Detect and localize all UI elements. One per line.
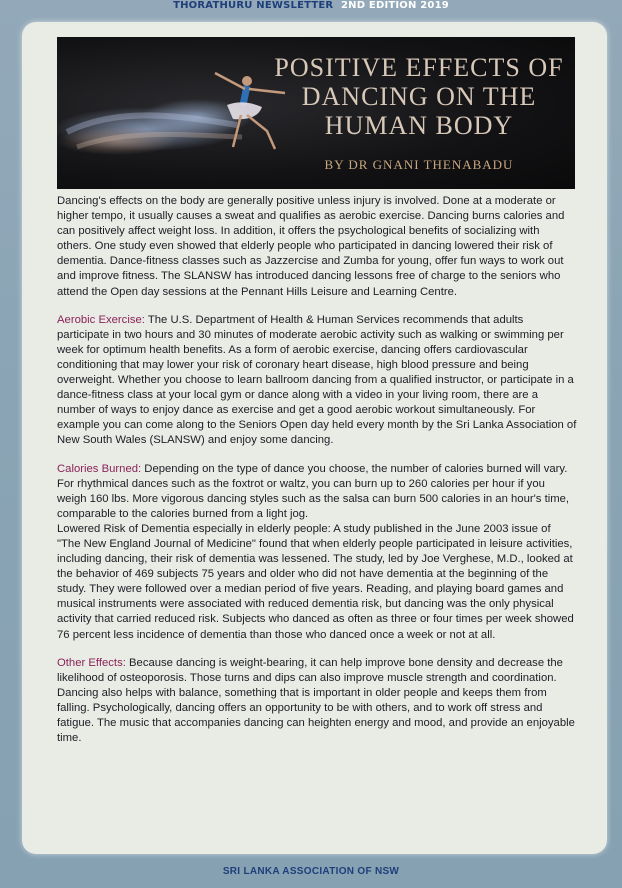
intro-text: Dancing's effects on the body are generally positive unless injury is involved. Done at a moderate or higher tempo, it usually causes a sweat and qualifies as aerobic exercise. Dancing burns calories and can positively affect weight loss. In addition, it offers the psychological benefits of socializing with others. One study even showed that elderly people who participated in dancing lowered their risk of dementia. Dance-fitness classes such as Jazzercise and Zumba for young, offer fun ways to work out and improve fitness. The SLANSW has introduced dancing lessons free of charge to the seniors who attend the Open day sessions at the Pennant Hills Leisure and Learning Centre. [57,195,565,298]
footer-organization: SRI LANKA ASSOCIATION OF NSW [222,866,400,877]
aerobic-text: The U.S. Department of Health & Human Services recommends that adults participate in two hours and 30 minutes of moderate aerobic activity such as walking or swimming per week for optimum health benefits. As a form of aerobic exercise, dancing offers cardiovascular conditioning that may lower your risk of coronary heart disease, high blood pressure and being overweight. Whether you choose to learn ballroom dancing from a qualified instructor, or participate in a dance-fitness class at your local gym or dance along with a video in your living room, there are a number of ways to enjoy dance as exercise and get a good aerobic workout simultaneously. For example you can come along to the Seniors Open day held every month by the Sri Lanka Association of New South Wales (SLANSW) and enjoy some dancing. [57,313,577,447]
other-effects-text: Because dancing is weight-bearing, it can help improve bone density and decrease the likelihood of osteoporosis. Those turns and dips can also improve muscle strength and coordination. Dancing also helps with balance, something that is important in older people and keeps them from falling. Psychologically, dancing offers an opportunity to be with others, and to work off stress and fatigue. The music that accompanies dancing can heighten energy and mood, and provide an enjoyable time. [57,656,575,745]
calories-paragraph [57,462,577,522]
dementia-paragraph [57,522,577,643]
newsletter-name: THORATHURU NEWSLETTER [173,0,334,11]
aerobic-paragraph [57,313,577,449]
article-body [57,194,577,759]
calories-label: Calories Burned: [57,462,142,475]
intro-paragraph [57,194,577,300]
other-effects-paragraph [57,656,577,747]
article-title: POSITIVE EFFECTS OF DANCING ON THE HUMAN BODY [274,53,564,140]
article-byline: BY DR GNANI THENABADU [324,157,514,172]
article-card [22,22,607,854]
other-effects-label: Other Effects: [57,656,126,669]
aerobic-label: Aerobic Exercise: [57,313,145,326]
newsletter-masthead [0,0,622,14]
dementia-text: Lowered Risk of Dementia especially in elderly people: A study published in the June 2003 issue of "The New England Journal of Medicine" found that when elderly people participated in leisure activities, including dancing, their risk of dementia was lessened. The study, led by Joe Verghese, M.D., looked at the behavior of 469 subjects 75 years and older who did not have dementia at the beginning of the study. They were followed over a median period of five years. Reading, and playing board games and musical instruments were associated with reduced dementia risk, but dancing was the only physical activity that carried reduced risk. Subjects who danced as often as three or four times per week showed 76 percent less incidence of dementia than those who danced once a week or not at all. [57,522,574,641]
article-banner [57,37,575,189]
edition-label: 2ND EDITION 2019 [341,0,449,11]
calories-text: Depending on the type of dance you choose, the number of calories burned will vary. For rhythmical dances such as the foxtrot or waltz, you can burn up to 260 calories per hour if you weigh 160 lbs. More vigorous dancing styles such as the salsa can burn 500 calories in an hour's time, comparable to the calories burned from a light jog. [57,462,570,520]
